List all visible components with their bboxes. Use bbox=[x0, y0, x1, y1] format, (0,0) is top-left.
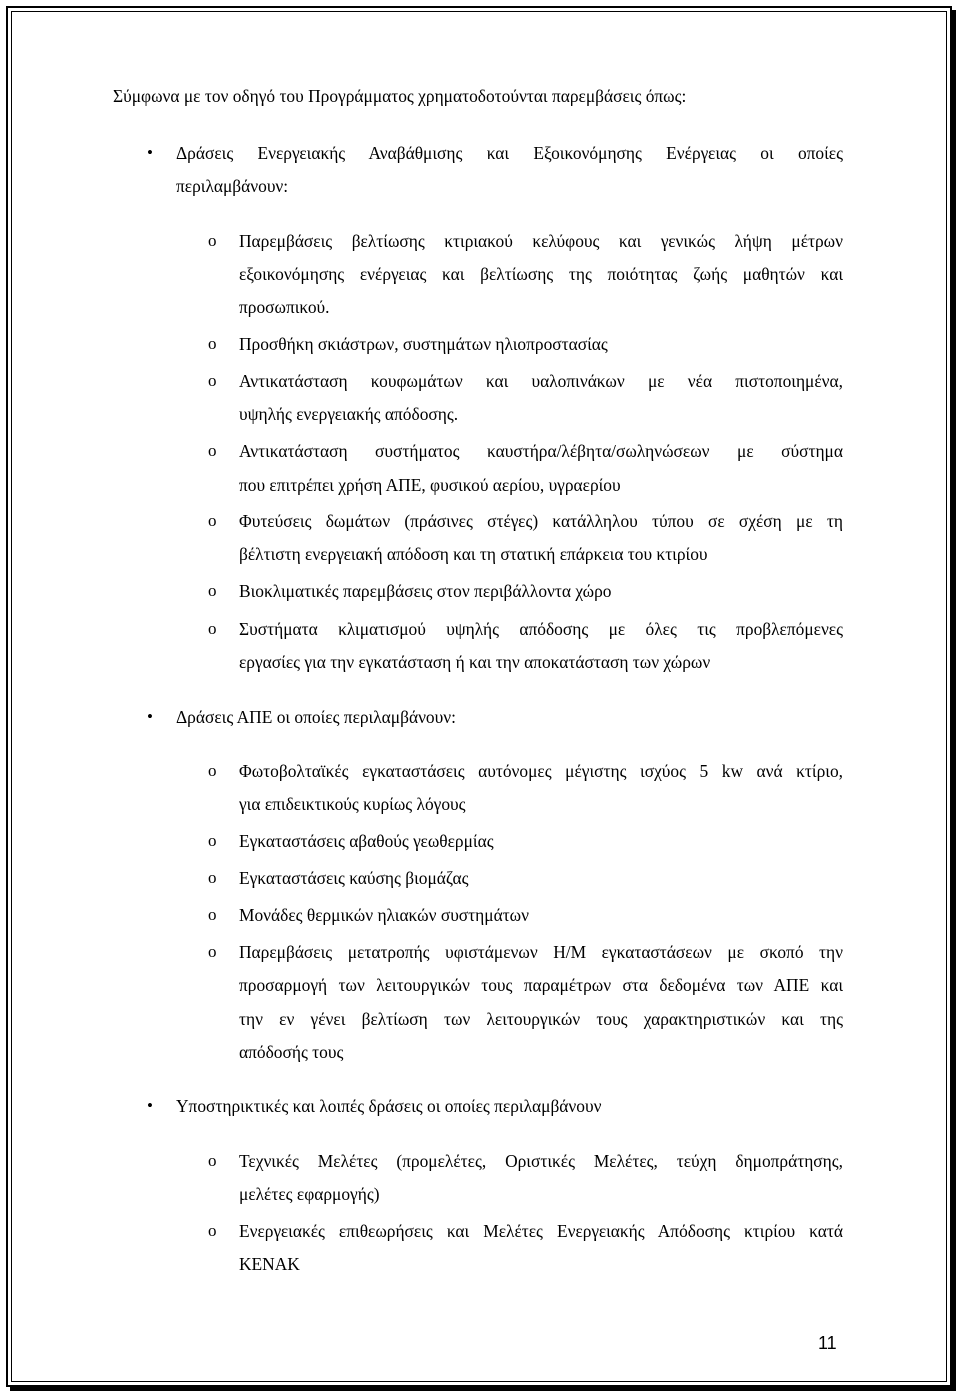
s1-item-1-line-2: εξοικονόμησης ενέργειας και βελτίωσης της ποιότητας ζωής μαθητών και bbox=[239, 264, 843, 284]
s3-item-1-line-1: Τεχνικές Μελέτες (προμελέτες, Οριστικές Μελέτες, τεύχη δημοπράτησης, bbox=[239, 1151, 843, 1171]
sub-bullet: o bbox=[208, 905, 217, 924]
sub-bullet: o bbox=[208, 868, 217, 887]
sub-bullet: o bbox=[208, 1221, 217, 1240]
section-1-title-line-2: περιλαμβάνουν: bbox=[176, 176, 289, 196]
sub-bullet: o bbox=[208, 371, 217, 390]
sub-bullet: o bbox=[208, 334, 217, 353]
page-border-inner bbox=[11, 11, 947, 1382]
s3-item-2-line-2: ΚΕΝΑΚ bbox=[239, 1254, 300, 1274]
intro-paragraph: Σύμφωνα με τον οδηγό του Προγράμματος χρηματοδοτούνται παρεμβάσεις όπως: bbox=[113, 86, 687, 106]
sub-bullet: o bbox=[208, 831, 217, 850]
s1-item-5-line-2: βέλτιστη ενεργειακή απόδοση και τη στατική επάρκεια του κτιρίου bbox=[239, 544, 708, 564]
bullet-section-2: • bbox=[147, 707, 153, 726]
s1-item-1-line-1: Παρεμβάσεις βελτίωσης κτιριακού κελύφους και γενικώς λήψη μέτρων bbox=[239, 231, 843, 251]
s1-item-4-line-2: που επιτρέπει χρήση ΑΠΕ, φυσικού αερίου, υγραερίου bbox=[239, 475, 621, 495]
sub-bullet: o bbox=[208, 619, 217, 638]
sub-bullet: o bbox=[208, 581, 217, 600]
s1-item-7-line-1: Συστήματα κλιματισμού υψηλής απόδοσης με όλες τις προβλεπόμενες bbox=[239, 619, 843, 639]
s1-item-6-line-1: Βιοκλιματικές παρεμβάσεις στον περιβάλλοντα χώρο bbox=[239, 581, 612, 601]
s2-item-1-line-1: Φωτοβολταϊκές εγκαταστάσεις αυτόνομες μέγιστης ισχύος 5 kw ανά κτίριο, bbox=[239, 761, 843, 781]
s2-item-1-line-2: για επιδεικτικούς κυρίως λόγους bbox=[239, 794, 466, 814]
s1-item-1-line-3: προσωπικού. bbox=[239, 297, 330, 317]
s2-item-3-line-1: Εγκαταστάσεις καύσης βιομάζας bbox=[239, 868, 469, 888]
s3-item-2-line-1: Ενεργειακές επιθεωρήσεις και Μελέτες Ενεργειακής Απόδοσης κτιρίου κατά bbox=[239, 1221, 843, 1241]
s1-item-2-line-1: Προσθήκη σκιάστρων, συστημάτων ηλιοπροστασίας bbox=[239, 334, 608, 354]
sub-bullet: o bbox=[208, 942, 217, 961]
s1-item-7-line-2: εργασίες για την εγκατάσταση ή και την αποκατάσταση των χώρων bbox=[239, 652, 711, 672]
section-3-title: Υποστηρικτικές και λοιπές δράσεις οι οποίες περιλαμβάνουν bbox=[176, 1096, 602, 1116]
sub-bullet: o bbox=[208, 511, 217, 530]
s3-item-1-line-2: μελέτες εφαρμογής) bbox=[239, 1184, 380, 1204]
page-number: 11 bbox=[818, 1333, 837, 1353]
s1-item-5-line-1: Φυτεύσεις δωμάτων (πράσινες στέγες) κατάλληλου τύπου σε σχέση με τη bbox=[239, 511, 843, 531]
bullet-section-1: • bbox=[147, 143, 153, 162]
s2-item-5-line-4: απόδοσής τους bbox=[239, 1042, 344, 1062]
s1-item-3-line-1: Αντικατάσταση κουφωμάτων και υαλοπινάκων με νέα πιστοποιημένα, bbox=[239, 371, 843, 391]
sub-bullet: o bbox=[208, 231, 217, 250]
s2-item-5-line-3: την εν γένει βελτίωση των λειτουργικών τους χαρακτηριστικών και της bbox=[239, 1009, 843, 1029]
s1-item-3-line-2: υψηλής ενεργειακής απόδοσης. bbox=[239, 404, 459, 424]
sub-bullet: o bbox=[208, 441, 217, 460]
page-shadow-bottom bbox=[10, 1387, 956, 1391]
s2-item-4-line-1: Μονάδες θερμικών ηλιακών συστημάτων bbox=[239, 905, 529, 925]
page-shadow-right bbox=[952, 10, 956, 1391]
sub-bullet: o bbox=[208, 761, 217, 780]
section-1-title-line-1: Δράσεις Ενεργειακής Αναβάθμισης και Εξοικονόμησης Ενέργειας οι οποίες bbox=[176, 143, 843, 163]
sub-bullet: o bbox=[208, 1151, 217, 1170]
section-2-title: Δράσεις ΑΠΕ οι οποίες περιλαμβάνουν: bbox=[176, 707, 456, 727]
s2-item-5-line-1: Παρεμβάσεις μετατροπής υφιστάμενων Η/Μ εγκαταστάσεων με σκοπό την bbox=[239, 942, 843, 962]
bullet-section-3: • bbox=[147, 1096, 153, 1115]
s2-item-2-line-1: Εγκαταστάσεις αβαθούς γεωθερμίας bbox=[239, 831, 494, 851]
s2-item-5-line-2: προσαρμογή των λειτουργικών τους παραμέτρων στα δεδομένα των ΑΠΕ και bbox=[239, 975, 843, 995]
s1-item-4-line-1: Αντικατάσταση συστήματος καυστήρα/λέβητα/σωληνώσεων με σύστημα bbox=[239, 441, 843, 461]
